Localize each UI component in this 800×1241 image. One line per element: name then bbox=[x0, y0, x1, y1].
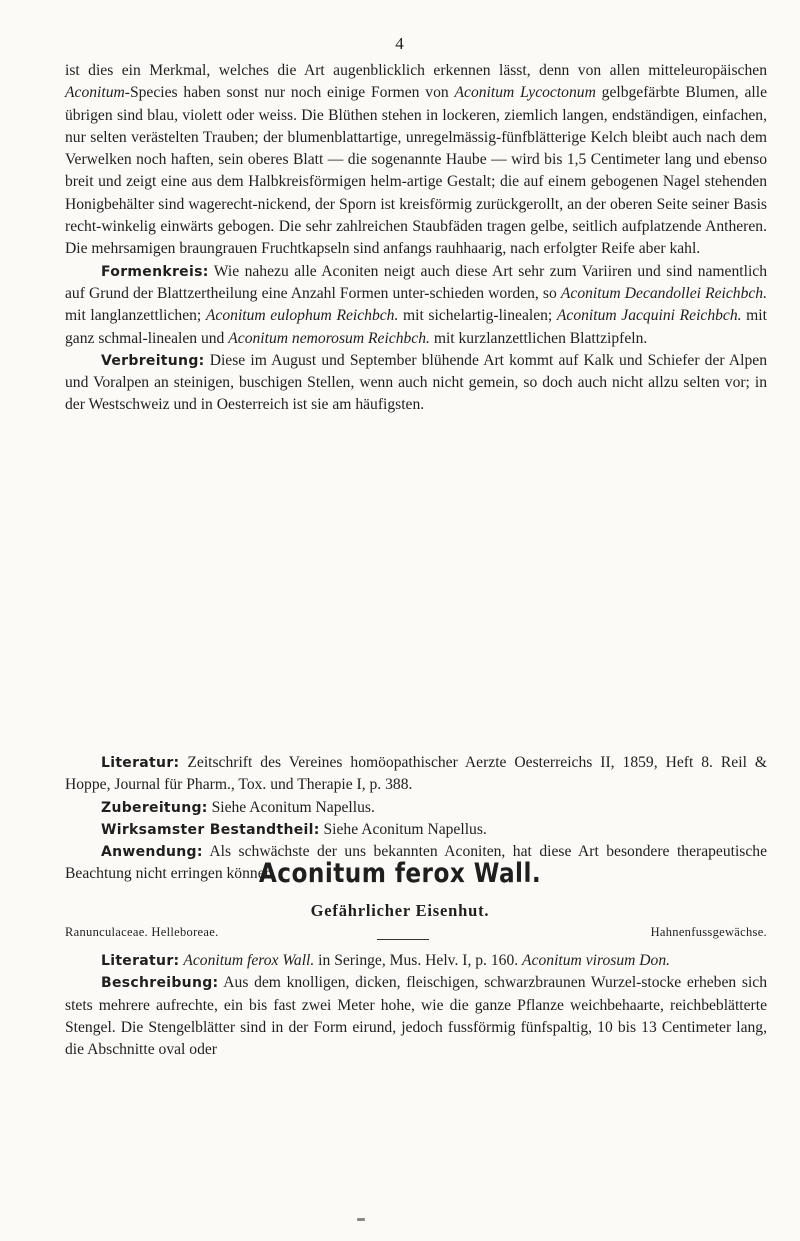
paragraph-literatur: Literatur: Zeitschrift des Vereines homöopathischer Aerzte Oesterreichs II, 1859, Heft 8. Reil & Hoppe, Journal für Pharm., Tox. und Therapie I, p. 388. bbox=[65, 754, 767, 794]
new-section-body bbox=[65, 950, 767, 1061]
page-number: 4 bbox=[395, 34, 405, 53]
heading-formenkreis: Formenkreis: bbox=[101, 263, 209, 280]
heading-literatur: Literatur: bbox=[101, 953, 180, 969]
heading-beschreibung: Beschreibung: bbox=[101, 975, 219, 992]
print-mark bbox=[357, 1218, 365, 1221]
species-name: Aconitum Lycoctonum bbox=[454, 84, 596, 102]
paragraph-verbreitung: Verbreitung: Diese im August und September blühende Art kommt auf Kalk und Schiefer der Alpen und Voralpen an steinigen, buschigen Stellen, wenn auch nicht gemein, so doch auch nicht allzu selten vor; in der Westschweiz und in Oesterreich ist sie am häufigsten. bbox=[65, 351, 767, 414]
genus-name: Aconitum bbox=[65, 84, 125, 102]
heading-wirksamster-bestandtheil: Wirksamster Bestandtheil: bbox=[101, 821, 320, 838]
paragraph-description: ist dies ein Merkmal, welches die Art augenblicklich erkennen lässt, denn von allen mitteleuropäischen Aconitum-Species haben sonst nur noch einige Formen von Aconitum Lycoctonum gelbgefärbte Blumen, alle übrigen sind blau, violett oder weiss. Die Blüthen stehen in lockeren, ziemlich langen, endständigen, einfachen, nur selten verästelten Trauben; der blumenblattartige, unregelmässig-fünfblätterige Kelch bleibt auch nach dem Verwelken noch haften, sein oberes Blatt — die sogenannte Haube — wird bis 1,5 Centimeter lang und ebenso breit und zeigt eine aus dem Halbkreisförmigen helm-artige Gestalt; die auf einem gebogenen Nagel stehenden Honigbehälter sind wagerecht-nickend, der Sporn ist kreisförmig zurückgerollt, an der oberen Seite seiner Basis recht-winkelig einwärts gebogen. Die sehr zahlreichen Staubfäden tragen gelbe, seitlich aufplatzende Antheren. Die mehrsamigen braungrauen Fruchtkapseln sind anfangs rauhhaarig, nach erfolgter Reife aber kahl. bbox=[65, 62, 767, 258]
section-subtitle: Gefährlicher Eisenhut. bbox=[310, 901, 490, 920]
heading-zubereitung: Zubereitung: bbox=[101, 799, 208, 816]
family-left: Ranunculaceae. Helleboreae. bbox=[65, 925, 219, 939]
family-right: Hahnenfussgewächse. bbox=[650, 925, 767, 939]
paragraph-literatur-2: Literatur: Aconitum ferox Wall. in Seringe, Mus. Helv. I, p. 160. Aconitum virosum Don. bbox=[101, 952, 671, 969]
paragraph-beschreibung: Beschreibung: Aus dem knolligen, dicken, fleischigen, schwarzbraunen Wurzel-stocke erheben sich stets mehrere aufrechte, ein bis fast zwei Meter hohe, wie die ganze Pflanze weichbehaarte, reichbeblätterte Stengel. Die Stengelblätter sind in der Form eirund, jedoch fussförmig fünfspaltig, 10 bis 13 Centimeter lang, die Abschnitte oval oder bbox=[65, 974, 767, 1059]
divider bbox=[377, 939, 429, 940]
paragraph-wirksamster-bestandtheil: Wirksamster Bestandtheil: Siehe Aconitum Napellus. bbox=[101, 820, 487, 838]
section-title: Aconitum ferox Wall. bbox=[258, 858, 542, 889]
paragraph-anwendung: Anwendung: Als schwächste der uns bekannten Aconiten, hat diese Art besondere therapeutische Beachtung nicht erringen können. bbox=[65, 843, 767, 883]
heading-literatur: Literatur: bbox=[101, 755, 180, 771]
description-continuation bbox=[65, 60, 767, 417]
paragraph-zubereitung: Zubereitung: Siehe Aconitum Napellus. bbox=[101, 798, 375, 816]
paragraph-formenkreis: Formenkreis: Wie nahezu alle Aconiten neigt auch diese Art sehr zum Variiren und sind namentlich auf Grund der Blattzertheilung eine Anzahl Formen unter-schieden worden, so Aconitum Decandollei Reichbch. mit langlanzettlichen; Aconitum eulophum Reichbch. mit sichelartig-linealen; Aconitum Jacquini Reichbch. mit ganz schmal-linealen und Aconitum nemorosum Reichbch. mit kurzlanzettlichen Blattzipfeln. bbox=[65, 262, 767, 347]
heading-verbreitung: Verbreitung: bbox=[101, 352, 205, 369]
classification-line bbox=[65, 925, 767, 945]
heading-anwendung: Anwendung: bbox=[101, 844, 203, 861]
